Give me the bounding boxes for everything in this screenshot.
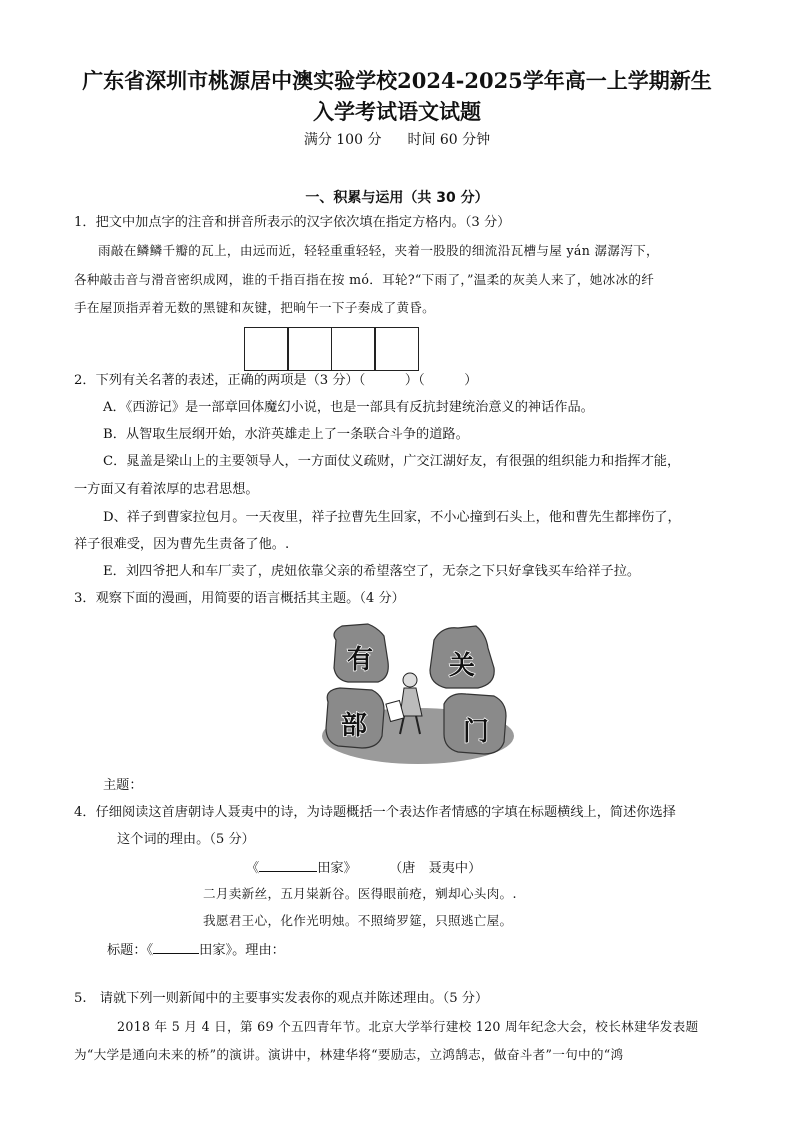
full-score: 满分 100 分 (303, 132, 382, 148)
exam-subtitle (0, 129, 794, 149)
q2-option-e: E．刘四爷把人和车厂卖了，虎妞依靠父亲的希望落空了，无奈之下只好拿钱买车给祥子拉。 (103, 564, 641, 579)
exam-title-line1: 广东省深圳市桃源居中澳实验学校2024-2025学年高一上学期新生 (82, 68, 712, 93)
exam-time: 时间 60 分钟 (407, 132, 491, 148)
poem-title: 《 田家》 （唐 聂夷中） (246, 857, 481, 879)
q5-stem: 5. 请就下列一则新闻中的主要事实发表你的观点并陈述理由。（5 分） (74, 991, 489, 1006)
q4-answer: 标题：《 田家》。理由： (107, 939, 285, 961)
poem-title-blank[interactable] (259, 857, 317, 872)
section-heading: 一、积累与运用（共 30 分） (305, 190, 489, 206)
answer-box[interactable] (244, 327, 289, 371)
answer-title-blank[interactable] (153, 939, 199, 954)
answer-boxes[interactable] (245, 327, 419, 371)
q1-passage-line1: 雨敲在鳞鳞千瓣的瓦上，由远而近，轻轻重重轻轻，夹着一股股的细流沿瓦槽与屋 yán 潺潺泻下， (98, 243, 659, 258)
poem-author: （唐 聂夷中） (388, 861, 482, 876)
q4-stem-line2: 这个词的理由。（5 分） (117, 832, 255, 847)
poem-line2: 我愿君王心，化作光明烛。不照绮罗筵，只照逃亡屋。 (203, 913, 513, 928)
q5-news-line1: 2018 年 5 月 4 日，第 69 个五四青年节。北京大学举行建校 120 周年纪念大会，校长林建华发表题 (117, 1019, 699, 1034)
comic-char-guan: 关 (448, 651, 476, 681)
q5-news-line2: 为“大学是通向未来的桥”的演讲。演讲中，林建华将“要励志，立鸿鹄志，做奋斗者”一句中的“鸿 (74, 1047, 624, 1062)
comic-person-head (403, 673, 417, 687)
comic-illustration (318, 618, 518, 768)
comic-char-you: 有 (346, 645, 374, 675)
comic-person-body (400, 688, 422, 716)
q2-option-b: B．从智取生辰纲开始，水浒英雄走上了一条联合斗争的道路。 (103, 427, 469, 442)
answer-box[interactable] (374, 327, 419, 371)
q2-option-d-line2: 祥子很难受，因为曹先生责备了他。. (74, 537, 290, 552)
answer-box[interactable] (331, 327, 376, 371)
q4-stem-line1: 4．仔细阅读这首唐朝诗人聂夷中的诗，为诗题概括一个表达作者情感的字填在标题横线上，简述你选择 (74, 805, 676, 820)
q2-option-d-line1: D、祥子到曹家拉包月。一天夜里，祥子拉曹先生回家，不小心撞到石头上，他和曹先生都摔伤了， (103, 510, 681, 525)
q2-option-c-line2: 一方面又有着浓厚的忠君思想。 (74, 482, 259, 497)
comic-char-men: 门 (462, 717, 490, 747)
q3-stem: 3．观察下面的漫画，用简要的语言概括其主题。（4 分） (74, 591, 405, 606)
q1-passage-line2: 各种敲击音与滑音密织成网，谁的千指百指在按 mó．耳轮?“下雨了，”温柔的灰美人来了，她冰冰的纤 (74, 272, 655, 287)
q1-passage-line3: 手在屋顶指弄着无数的黑键和灰键，把晌午一下子奏成了黄昏。 (74, 300, 436, 315)
q3-theme-label: 主题： (103, 778, 143, 793)
exam-title-line2: 入学考试语文试题 (313, 99, 481, 124)
comic-char-bu: 部 (340, 711, 368, 741)
q1-stem: 1．把文中加点字的注音和拼音所表示的汉字依次填在指定方格内。（3 分） (74, 215, 511, 230)
answer-box[interactable] (287, 327, 332, 371)
poem-line1: 二月卖新丝，五月粜新谷。医得眼前疮，剜却心头肉。. (203, 886, 517, 901)
q2-option-a: A．《西游记》是一部章回体魔幻小说，也是一部具有反抗封建统治意义的神话作品。 (103, 400, 594, 415)
q2-stem: 2．下列有关名著的表述，正确的两项是（3 分）（ ）（ ） (74, 373, 478, 388)
q2-option-c-line1: C．晁盖是梁山上的主要领导人，一方面仗义疏财，广交江湖好友，有很强的组织能力和指挥才能， (103, 454, 681, 469)
